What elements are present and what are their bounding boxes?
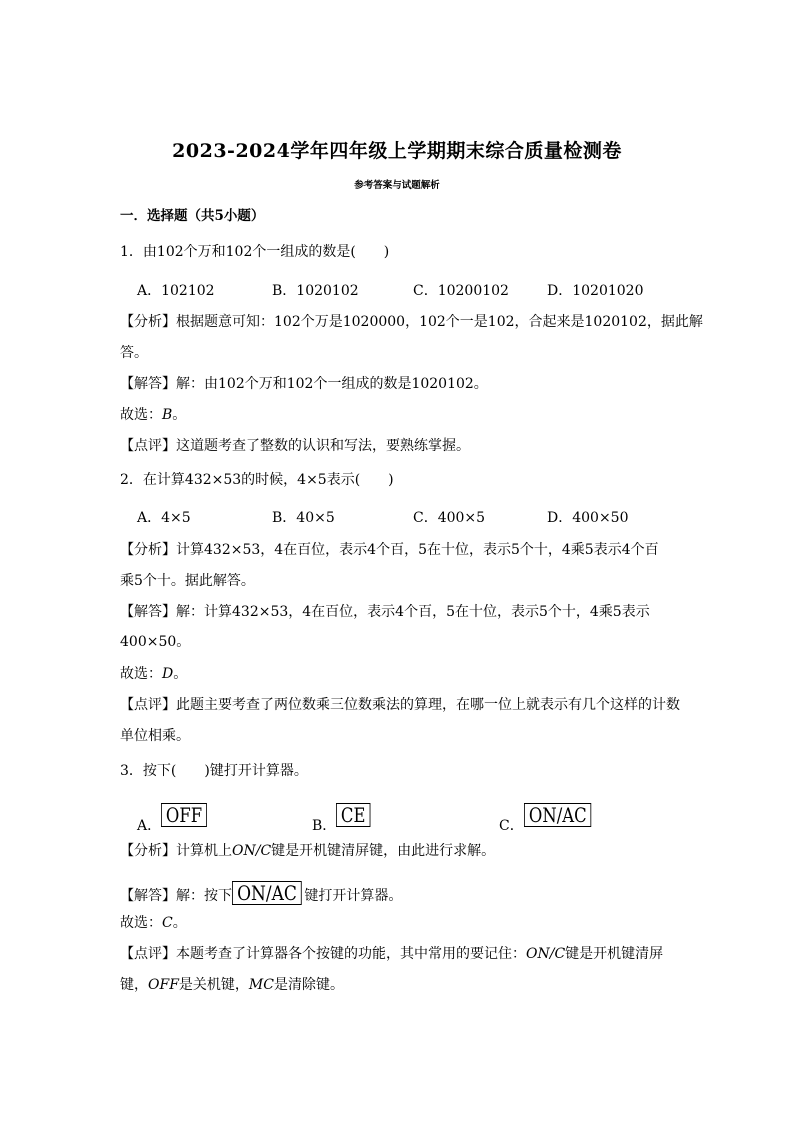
q3-choice-end: 。 — [172, 915, 187, 931]
page-title: 2023-2024学年四年级上学期期末综合质量检测卷 — [172, 140, 622, 162]
on-ac-key-image: ON/AC — [524, 803, 592, 827]
q2-option-d: D．400×50 — [547, 510, 629, 526]
q1-analysis-cont: 答。 — [120, 345, 148, 361]
q1-comment: 【点评】这道题考查了整数的认识和写法，要熟练掌握。 — [120, 438, 470, 454]
q1-choice-end: 。 — [172, 407, 187, 423]
q3-answer-pre: 【解答】解：按下 — [120, 888, 232, 904]
q3-comment-end: 是清除键。 — [273, 977, 344, 993]
q2-choice-letter: D — [162, 666, 174, 682]
q3-option-c — [499, 803, 606, 836]
q1-option-c: C．10200102 — [413, 283, 509, 299]
page-subtitle: 参考答案与试题解析 — [354, 180, 440, 191]
q2-comment: 【点评】此题主要考查了两位数乘三位数乘法的算理，在哪一位上就表示有几个这样的计数 — [120, 697, 680, 713]
q3-comment-mid2: 是关机键， — [178, 977, 249, 993]
on-ac-key-image-inline: ON/AC — [232, 881, 302, 905]
q2-choice-end: 。 — [173, 666, 188, 682]
q2-answer-cont: 400×50。 — [120, 634, 191, 650]
question-2-stem: 2．在计算432×53的时候，4×5表示( ) — [120, 472, 394, 488]
q2-choice — [120, 664, 680, 684]
q2-analysis-cont: 乘5个十。据此解答。 — [120, 573, 255, 589]
q3-answer — [120, 882, 680, 906]
q2-option-c: C．400×5 — [413, 510, 486, 526]
question-3-stem: 3．按下( )键打开计算器。 — [120, 763, 308, 779]
q3-analysis-post: 键是开机键清屏键，由此进行求解。 — [271, 843, 496, 859]
q3-choice — [120, 913, 680, 933]
q3-option-a — [137, 803, 217, 836]
q3-answer-post: 键打开计算器。 — [304, 888, 403, 904]
q2-comment-cont: 单位相乘。 — [120, 728, 190, 744]
q1-option-b: B．1020102 — [272, 283, 359, 299]
q2-option-a: A．4×5 — [137, 510, 191, 526]
q3-comment-key2: OFF — [148, 977, 179, 993]
q3-analysis-key: ON/C — [232, 843, 272, 859]
q3-comment-key3: MC — [248, 977, 274, 993]
q3-comment-cont — [120, 975, 680, 995]
q1-analysis: 【分析】根据题意可知：102个万是1020000，102个一是102，合起来是1020102，据此解 — [120, 314, 703, 330]
q3-option-a-label: A． — [137, 818, 162, 834]
q3-comment — [120, 944, 680, 964]
section-heading: 一．选择题（共5小题） — [120, 208, 265, 224]
question-1-stem: 1．由102个万和102个一组成的数是( ) — [120, 244, 390, 260]
q2-choice-label: 故选： — [120, 666, 162, 682]
q2-option-b: B．40×5 — [272, 510, 335, 526]
q3-choice-letter: C — [162, 915, 173, 931]
q1-option-a: A．102102 — [137, 283, 215, 299]
q1-option-d: D．10201020 — [547, 283, 644, 299]
q1-choice — [120, 405, 680, 425]
q3-option-c-label: C． — [499, 818, 524, 834]
q1-choice-letter: B — [162, 407, 173, 423]
q3-comment-pre: 【点评】本题考查了计算器各个按键的功能，其中常用的要记住： — [120, 946, 526, 962]
q3-analysis — [120, 841, 680, 861]
q3-comment-key1: ON/C — [526, 946, 566, 962]
q3-option-b-label: B． — [312, 818, 337, 834]
q3-analysis-pre: 【分析】计算机上 — [120, 843, 232, 859]
q3-comment-mid1: 键是开机键清屏 — [565, 946, 664, 962]
q1-answer: 【解答】解：由102个万和102个一组成的数是1020102。 — [120, 376, 488, 392]
q3-comment-line2-pre: 键， — [120, 977, 148, 993]
q3-option-b — [312, 803, 378, 836]
q1-choice-label: 故选： — [120, 407, 162, 423]
off-key-image: OFF — [161, 803, 207, 827]
ce-key-image: CE — [336, 803, 370, 827]
q2-answer: 【解答】解：计算432×53，4在百位，表示4个百，5在十位，表示5个十，4乘5表示 — [120, 604, 650, 620]
q2-analysis: 【分析】计算432×53，4在百位，表示4个百，5在十位，表示5个十，4乘5表示4个百 — [120, 542, 659, 558]
q3-choice-label: 故选： — [120, 915, 162, 931]
